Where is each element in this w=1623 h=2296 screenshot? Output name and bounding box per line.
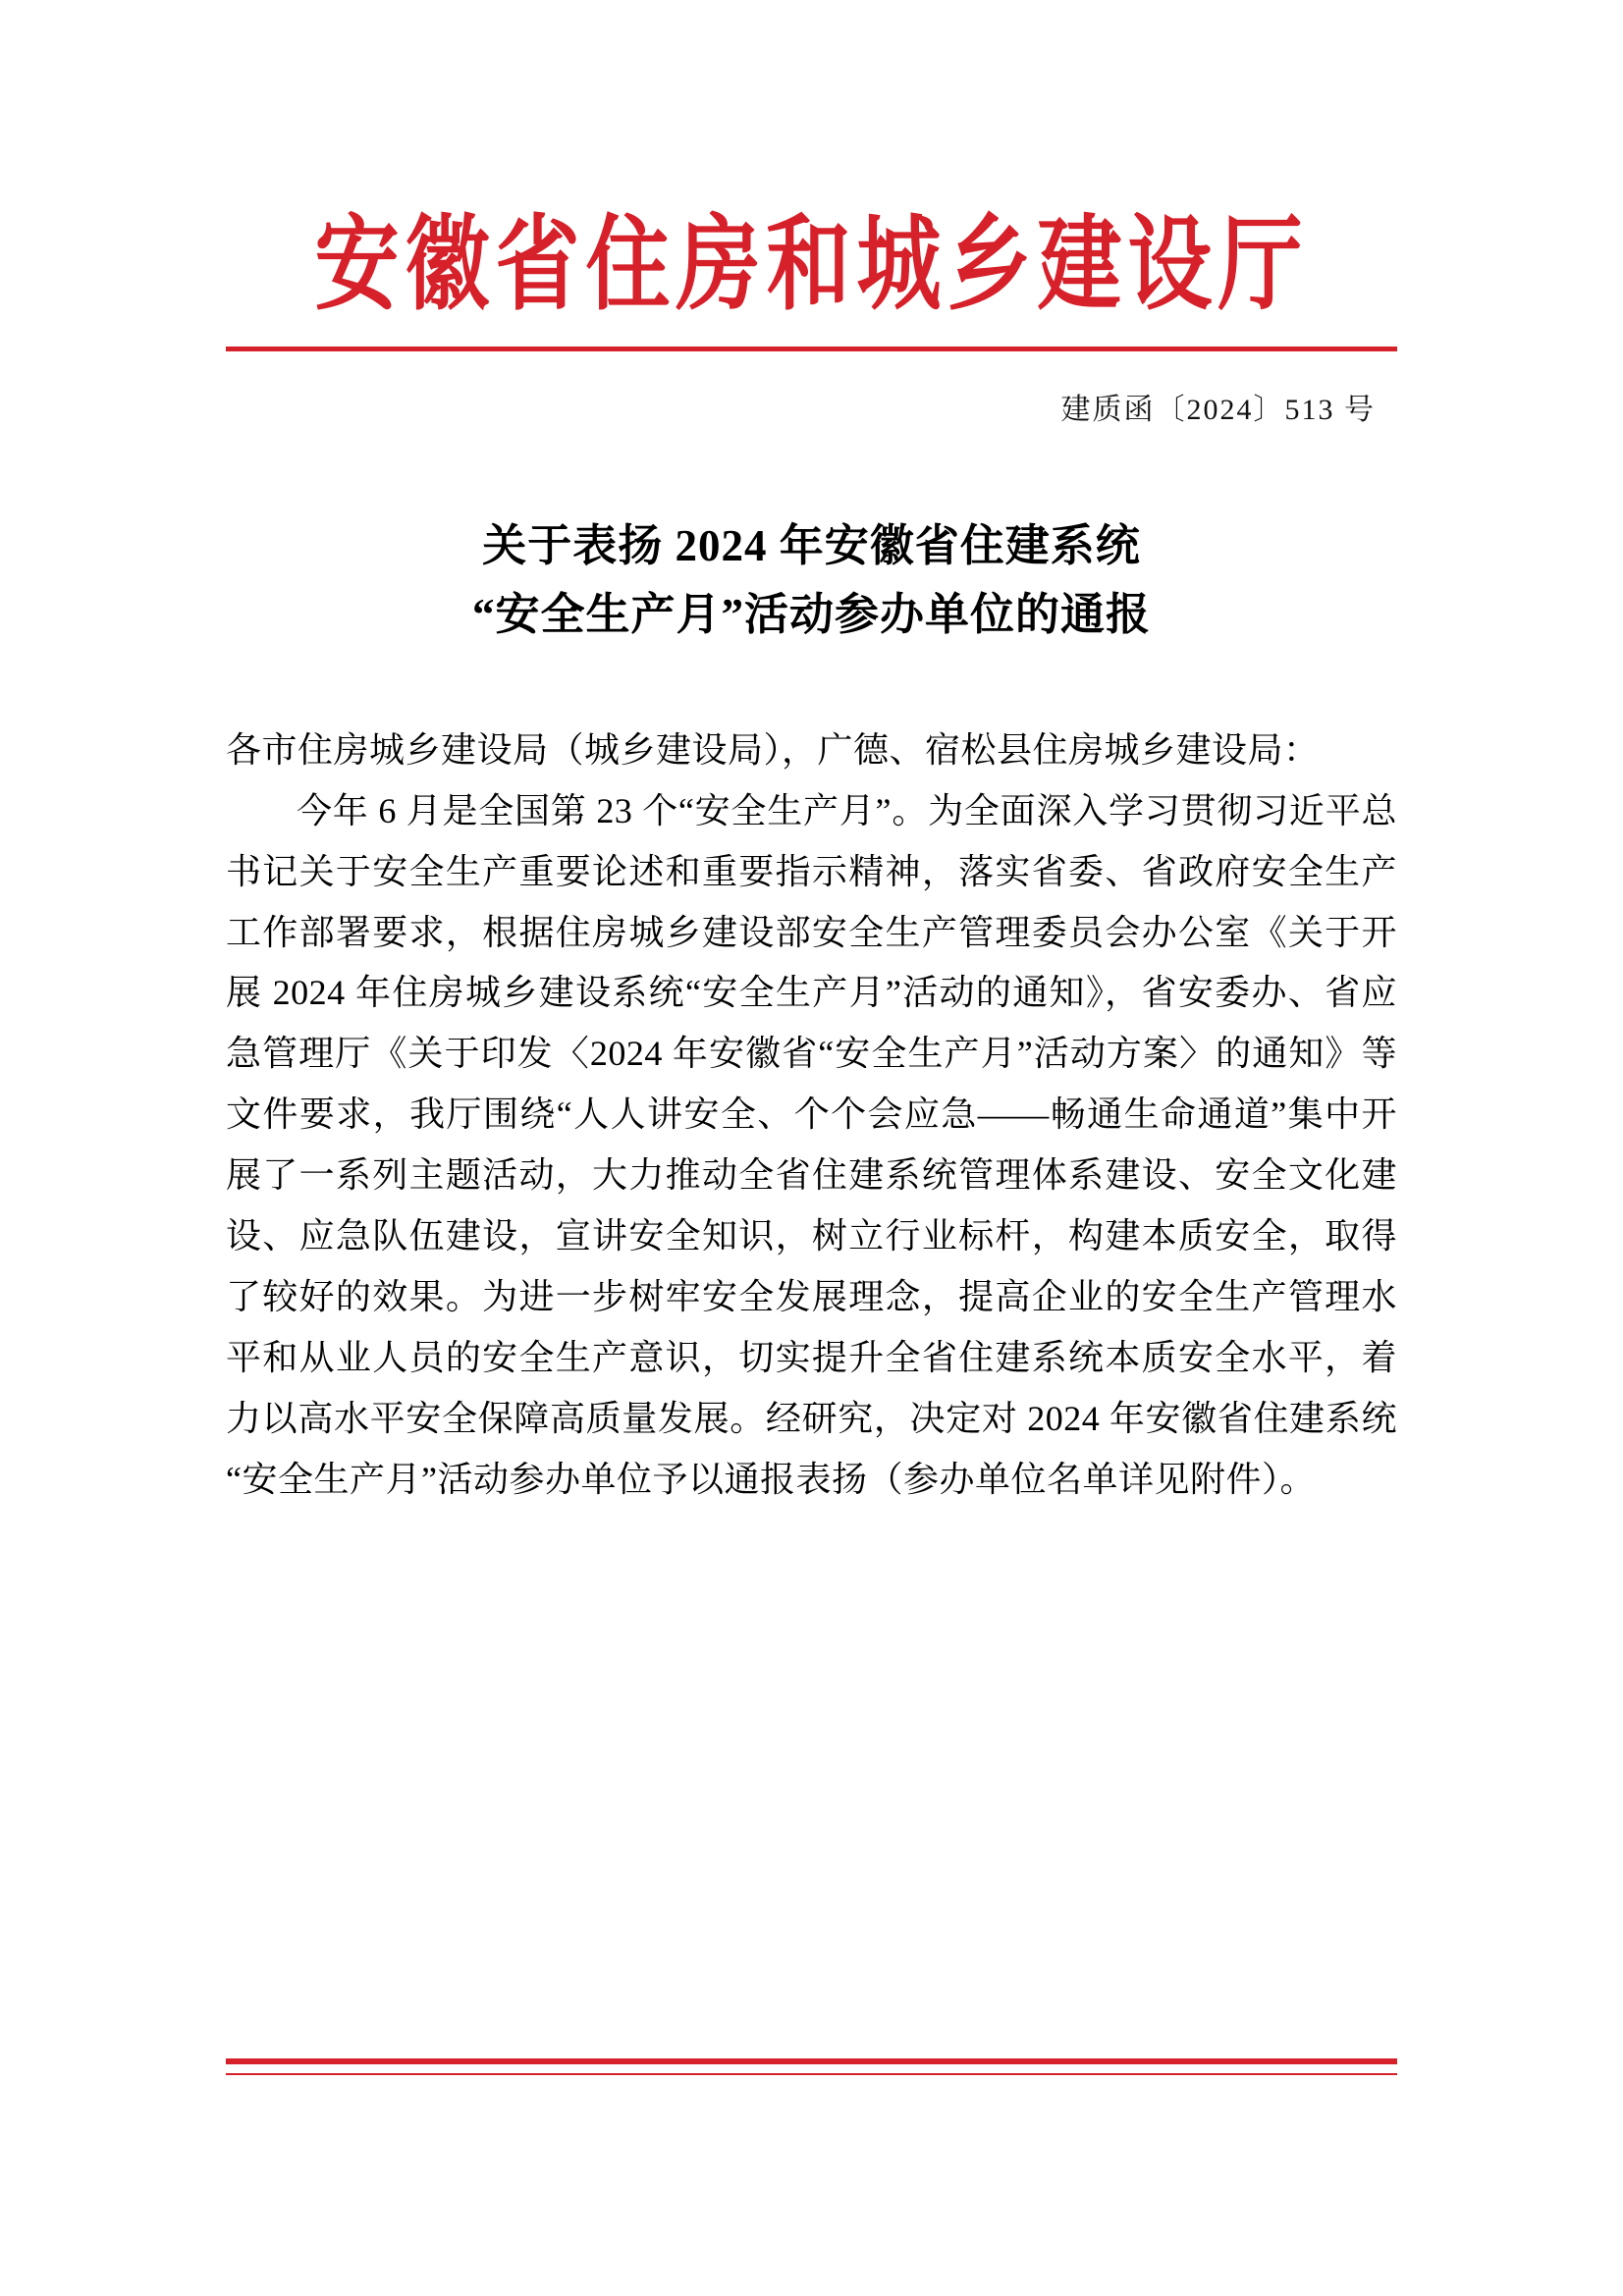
- masthead-divider-rule: [226, 347, 1397, 351]
- issuing-organization-title: 安徽省住房和城乡建设厅: [314, 207, 1309, 323]
- footer-divider: [226, 2058, 1397, 2075]
- footer-rule-thick: [226, 2058, 1397, 2064]
- masthead: [226, 0, 1397, 323]
- page-title-line-1: 关于表扬 2024 年安徽省住建系统: [482, 521, 1141, 571]
- page-title: [226, 512, 1397, 650]
- page-title-line-2: “安全生产月”活动参办单位的通报: [471, 590, 1151, 640]
- body-paragraph-1: 今年 6 月是全国第 23 个“安全生产月”。为全面深入学习贯彻习近平总书记关于安全生产重要论述和重要指示精神，落实省委、省政府安全生产工作部署要求，根据住房城乡建设部安全生产管理委员会办公室《关于开展 2024 年住房城乡建设系统“安全生产月”活动的通知》，省安委办、省应急管理厅《关于印发〈2024 年安徽省“安全生产月”活动方案〉的通知》等文件要求，我厅围绕“人人讲安全、个个会应急——畅通生命通道”集中开展了一系列主题活动，大力推动全省住建系统管理体系建设、安全文化建设、应急队伍建设，宣讲安全知识，树立行业标杆，构建本质安全，取得了较好的效果。为进一步树牢安全发展理念，提高企业的安全生产管理水平和从业人员的安全生产意识，切实提升全省住建系统本质安全水平，着力以高水平安全保障高质量发展。经研究，决定对 2024 年安徽省住建系统“安全生产月”活动参办单位予以通报表扬（参办单位名单详见附件）。: [226, 790, 1397, 1499]
- document-body: [226, 721, 1397, 1511]
- recipient-line: 各市住房城乡建设局（城乡建设局），广德、宿松县住房城乡建设局：: [226, 729, 1320, 770]
- footer-rule-thin: [226, 2073, 1397, 2075]
- document-number: 建质函〔2024〕513 号: [1060, 394, 1376, 427]
